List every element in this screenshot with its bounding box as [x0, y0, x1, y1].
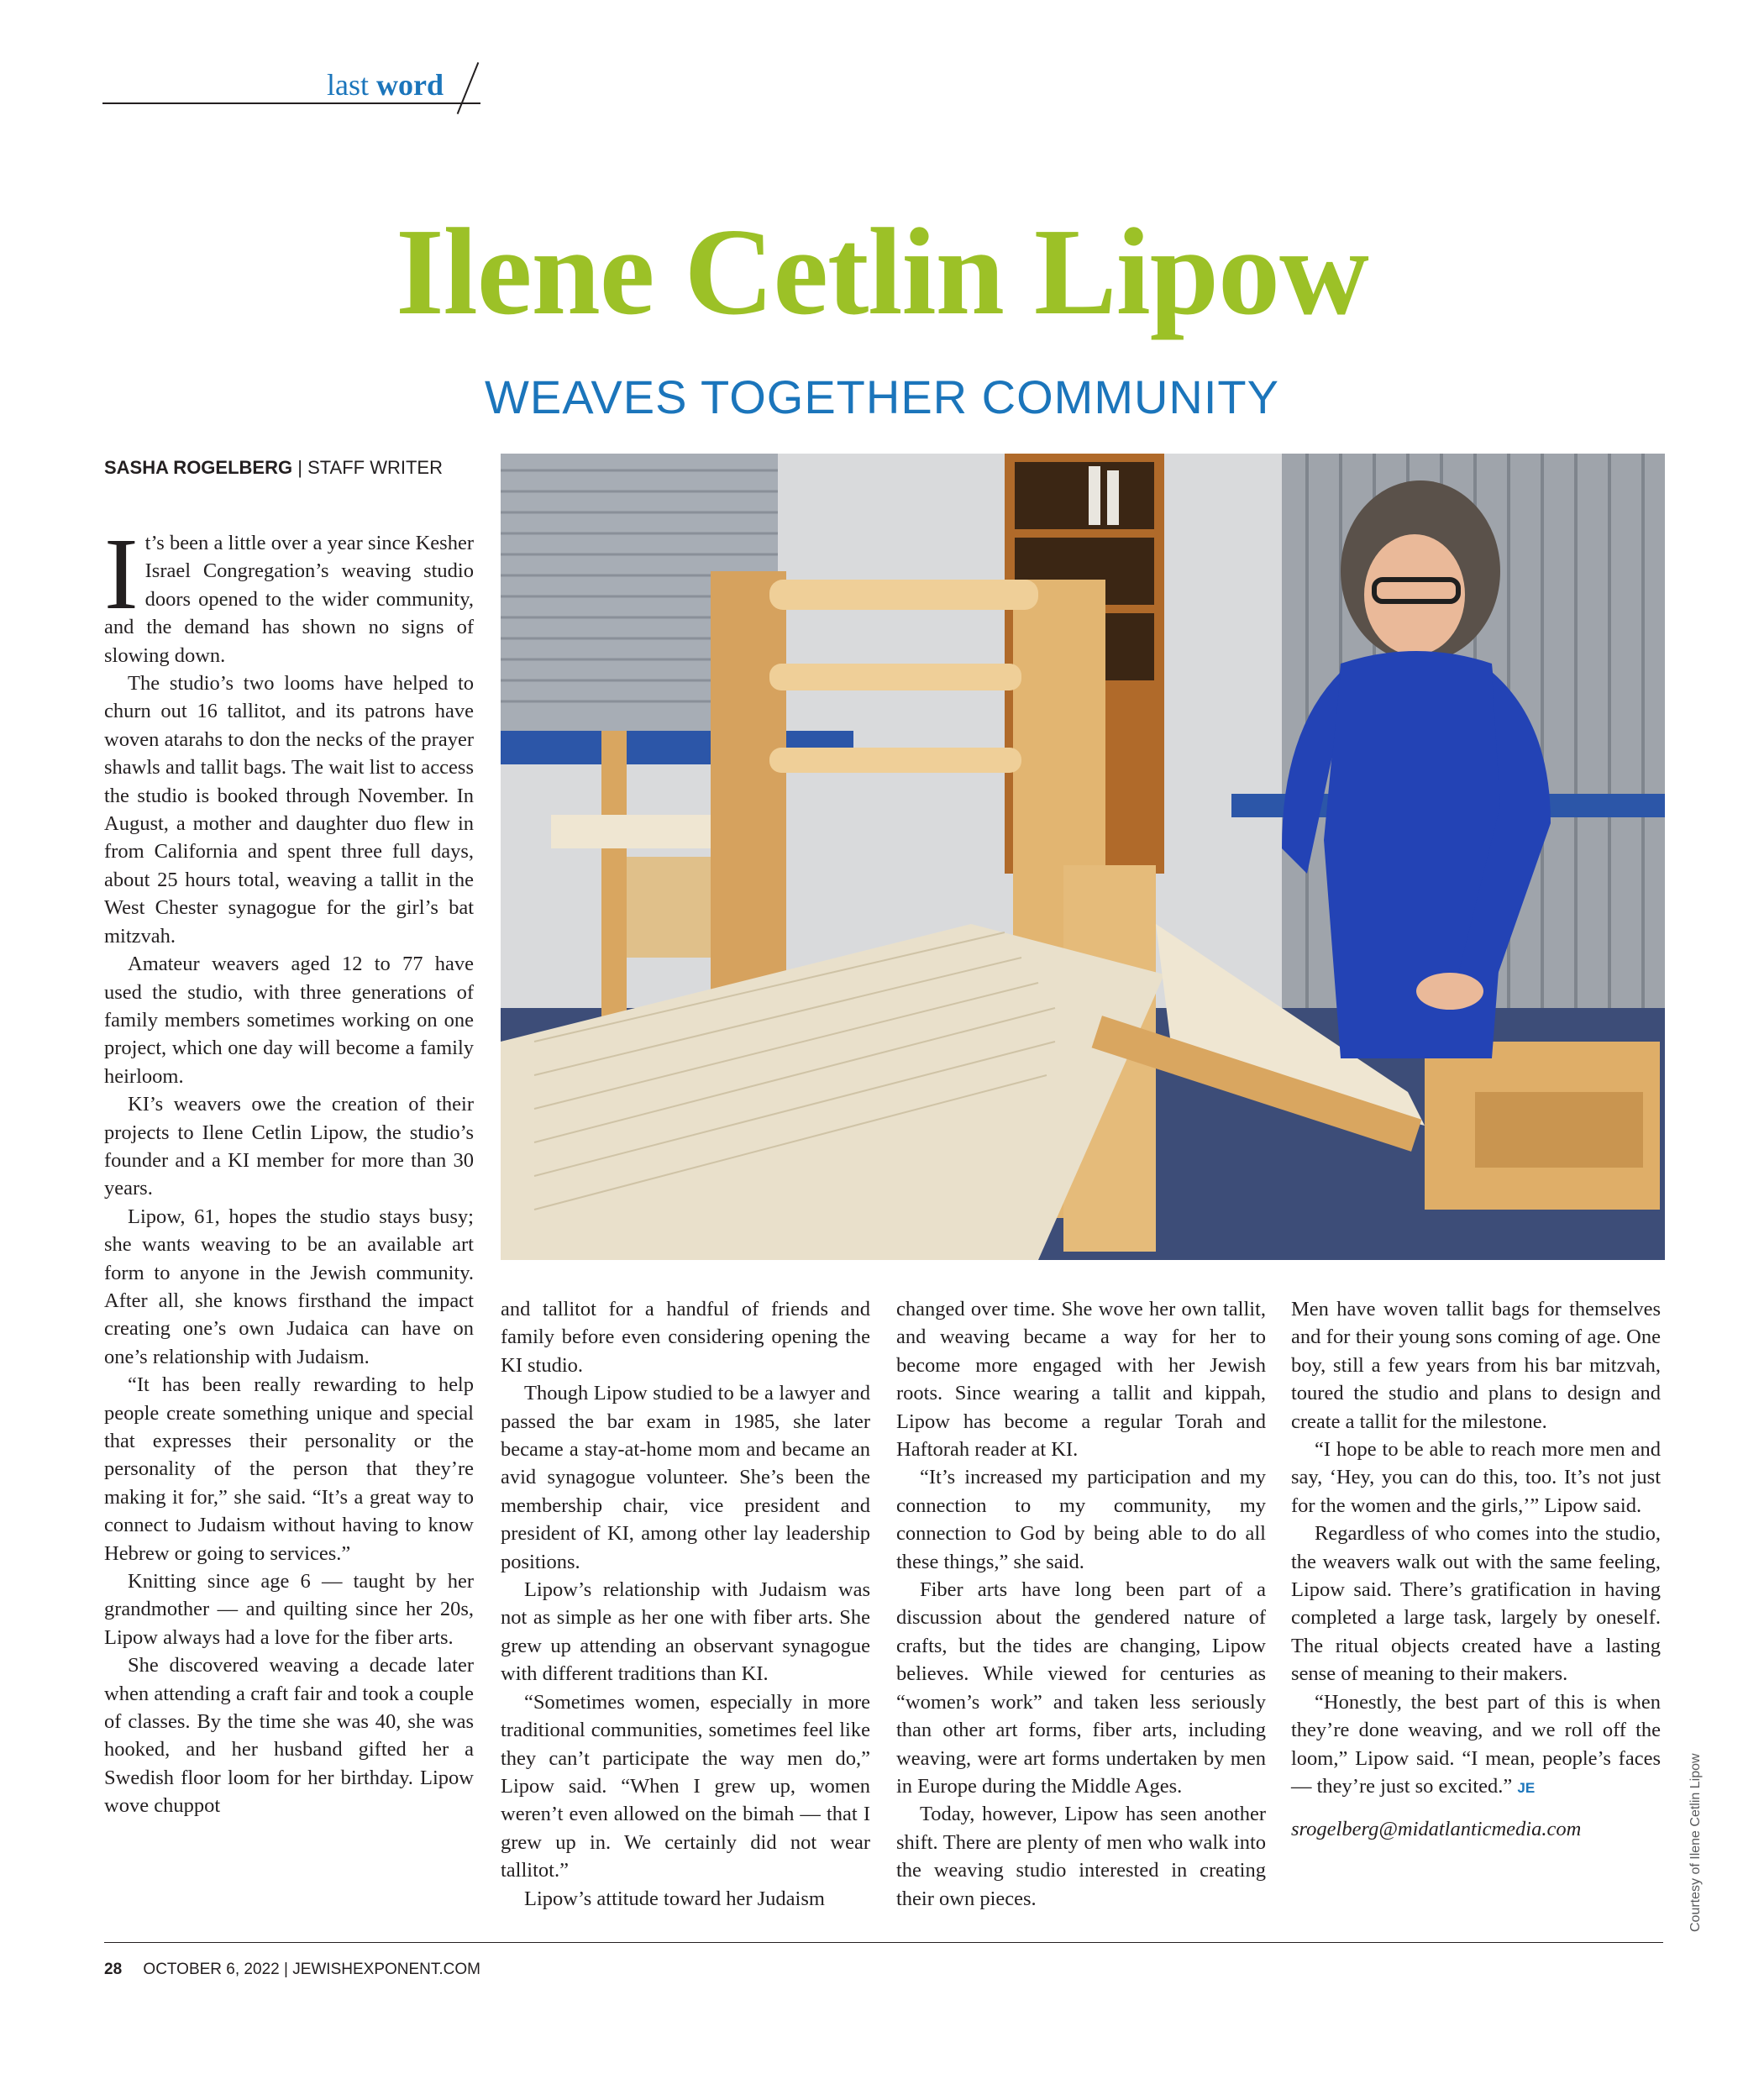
article-headline: Ilene Cetlin Lipow [396, 203, 1368, 341]
paragraph-1 [104, 517, 474, 669]
photo-credit: Courtesy of Ilene Cetlin Lipow [1688, 1753, 1703, 1932]
drop-cap: I [104, 517, 139, 631]
article-column-3 [896, 1295, 1266, 1913]
page-number: 28 [104, 1961, 123, 1978]
byline-author: SASHA ROGELBERG [104, 457, 293, 478]
issue-date: OCTOBER 6, 2022 [143, 1961, 280, 1978]
paragraph-8: She discovered weaving a decade later when attending a craft fair and took a couple of classes. By the time she was 40, she was hooked, and her husband gifted her a Swedish floor loom for her birthday. Lipow wove chuppot [104, 1654, 474, 1818]
paragraph-12: “Sometimes women, especially in more traditional communities, sometimes feel like they can’t participate the way men do,” Lipow said. “When I grew up, women weren’t even allowed on the bimah — that I grew up in. We certainly did not wear tallitot.” [501, 1690, 870, 1882]
paragraph-21 [1291, 1688, 1661, 1803]
kicker-light: last [327, 68, 369, 102]
footer-rule [104, 1942, 1663, 1943]
paragraph-1-text: t’s been a little over a year since Kesher Israel Congregation’s weaving studio doors opened to the wider community, and the demand has shown no signs of slowing down. [104, 532, 474, 667]
paragraph-10: Though Lipow studied to be a lawyer and passed the bar exam in 1985, she later became a stay-at-home mom and became an avid synagogue volunteer. She’s been the membership chair, vice president and president of KI, among other lay leadership positions. [501, 1382, 870, 1573]
kicker-label [327, 67, 444, 102]
byline [104, 457, 443, 479]
paragraph-3: Amateur weavers aged 12 to 77 have used the studio, with three generations of family members sometimes working on one project, which one day will become a family heirloom. [104, 953, 474, 1088]
paragraph-19: “I hope to be able to reach more men and say, ‘Hey, you can do this, too. It’s not just for the women and the girls,’” Lipow said. [1291, 1438, 1661, 1517]
paragraph-20: Regardless of who comes into the studio, the weavers walk out with the same feeling, Lipow said. There’s gratification in having completed a large task, largely by oneself. The ritual objects created have a lasting sense of meaning to their makers. [1291, 1522, 1661, 1686]
paragraph-9: and tallitot for a handful of friends and family before even considering opening the KI studio. [501, 1298, 870, 1377]
paragraph-18: Men have woven tallit bags for themselves and for their young sons coming of age. One boy, still a few years from his bar mitzvah, toured the studio and plans to design and create a tallit for the milestone. [1291, 1298, 1661, 1433]
loom-photo-illustration [501, 454, 1665, 1260]
paragraph-5: Lipow, 61, hopes the studio stays busy; she wants weaving to be an available art form to anyone in the Jewish community. After all, she knows firsthand the impact creating one’s own Judaica can have on one’s relationship with Judaism. [104, 1205, 474, 1368]
paragraph-17: Today, however, Lipow has seen another shift. There are plenty of men who walk into the weaving studio interested in creating their own pieces. [896, 1803, 1266, 1910]
paragraph-14: changed over time. She wove her own tallit, and weaving became a way for her to become more engaged with her Jewish roots. Since wearing a tallit and kippah, Lipow has become a regular Torah and Haftorah reader at KI. [896, 1298, 1266, 1462]
end-mark: JE [1517, 1779, 1536, 1796]
byline-role: STAFF WRITER [307, 457, 443, 478]
article-column-4 [1291, 1295, 1661, 1844]
kicker-rule [102, 102, 480, 104]
page-footer [104, 1961, 480, 1979]
paragraph-2: The studio’s two looms have helped to churn out 16 tallitot, and its patrons have woven atarahs to don the necks of the prayer shawls and tallit bags. The wait list to access the studio is booked through November. In August, a mother and daughter duo flew in from California and spent three full days, about 25 hours total, weaving a tallit in the West Chester synagogue for the girl’s bat mitzvah. [104, 672, 474, 948]
paragraph-21-text: “Honestly, the best part of this is when they’re done weaving, and we roll off the loom,” Lipow said. “I mean, people’s faces — they’re just so excited.” [1291, 1690, 1661, 1798]
website[interactable]: JEWISHEXPONENT.COM [292, 1961, 481, 1978]
article-photo [501, 454, 1665, 1260]
article-column-2 [501, 1295, 870, 1913]
kicker-slash [457, 62, 480, 114]
section-kicker [102, 66, 480, 108]
paragraph-11: Lipow’s relationship with Judaism was not as simple as her one with fiber arts. She grew up attending an observant synagogue with different traditions than KI. [501, 1578, 870, 1686]
paragraph-13: Lipow’s attitude toward her Judaism [524, 1887, 825, 1910]
article-subhead: WEAVES TOGETHER COMMUNITY [485, 370, 1279, 423]
paragraph-7: Knitting since age 6 — taught by her grandmother — and quilting since her 20s, Lipow always had a love for the fiber arts. [104, 1570, 474, 1649]
article-column-1 [104, 517, 474, 1820]
paragraph-16: Fiber arts have long been part of a discussion about the gendered nature of crafts, but the tides are changing, Lipow believes. While viewed for centuries as “women’s work” and taken less seriously than other art forms, fiber arts, including weaving, were art forms undertaken by men in Europe during the Middle Ages. [896, 1578, 1266, 1798]
paragraph-4: KI’s weavers owe the creation of their projects to Ilene Cetlin Lipow, the studio’s founder and a KI member for more than 30 years. [104, 1093, 474, 1200]
paragraph-6: “It has been really rewarding to help people create something unique and special that expresses their personality or the personality of the person that they’re making it for,” she said. “It’s a great way to connect to Judaism without having to know Hebrew or going to services.” [104, 1373, 474, 1565]
paragraph-15: “It’s increased my participation and my connection to my community, my connection to God by being able to do all these things,” she said. [896, 1466, 1266, 1573]
byline-separator: | [297, 457, 302, 478]
author-email[interactable]: srogelberg@midatlanticmedia.com [1291, 1818, 1582, 1841]
kicker-bold: word [376, 68, 444, 102]
footer-separator: | [283, 1961, 288, 1978]
